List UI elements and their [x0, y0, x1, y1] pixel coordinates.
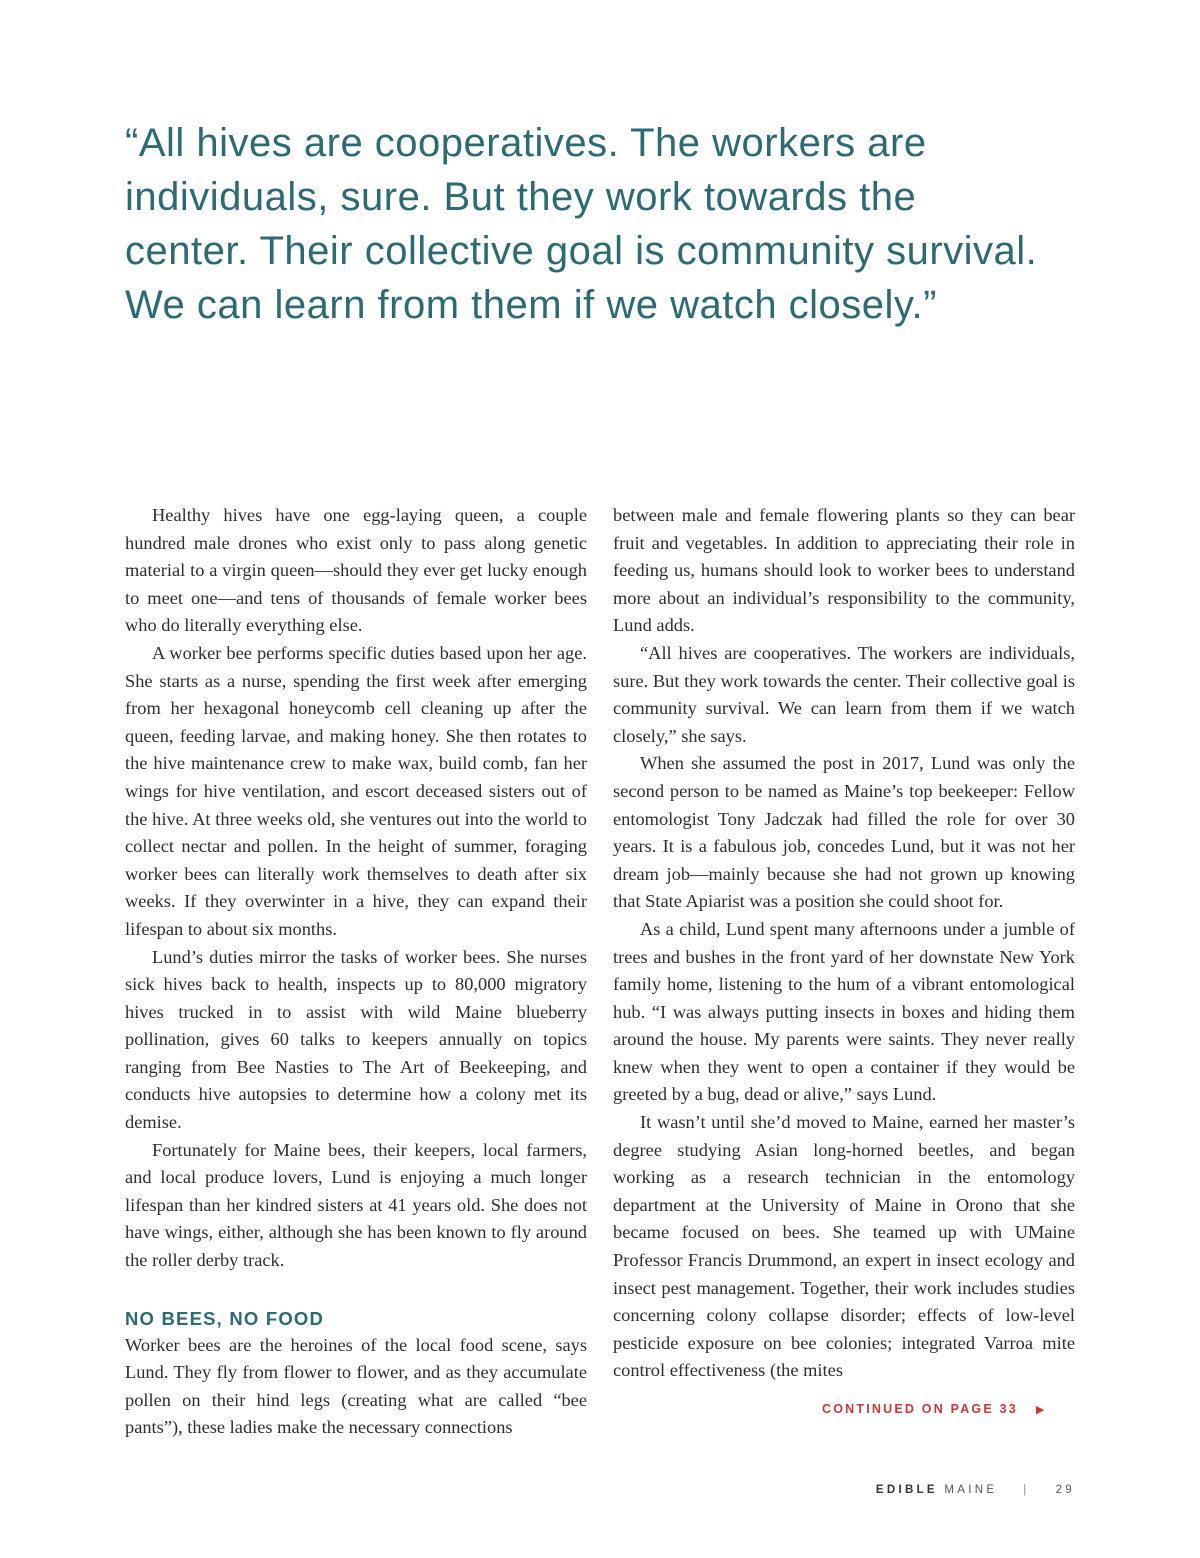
pull-quote-line: center. Their collective goal is community survival.	[125, 229, 1038, 273]
body-paragraph: As a child, Lund spent many afternoons under a jumble of trees and bushes in the front yard of her downstate New York family home, listening to the hum of a vibrant entomological hub. “I was always putting insects in boxes and hiding them around the house. My parents were saints. They never really knew when they went to open a container if they would be greeted by a bug, dead or alive,” says Lund.	[613, 918, 1075, 1105]
article-column-left	[125, 502, 587, 1442]
body-paragraph: It wasn’t until she’d moved to Maine, earned her master’s degree studying Asian long-horned beetles, and began working as a research technician in the entomology department at the University of Maine in Orono that she became focused on bees. She teamed up with UMaine Professor Francis Drummond, an expert in insect ecology and insect pest management. Together, their work includes studies concerning colony collapse disorder; effects of low-level pesticide exposure on bee colonies; integrated Varroa mite control effectiveness (the mites	[613, 1112, 1075, 1381]
body-paragraph: Fortunately for Maine bees, their keepers, local farmers, and local produce lovers, Lund is enjoying a much longer lifespan than her kindred sisters at 41 years old. She does not have wings, either, although she has been known to fly around the roller derby track.	[125, 1139, 587, 1271]
footer-brand-bold: EDIBLE	[875, 1484, 938, 1496]
section-heading: NO BEES, NO FOOD	[125, 1307, 325, 1329]
body-paragraph: Lund’s duties mirror the tasks of worker bees. She nurses sick hives back to health, inspects up to 80,000 migratory hives trucked in to assist with wild Maine blueberry pollination, gives 60 talks to keepers annually on topics ranging from Bee Nasties to The Art of Beekeeping, and conducts hive autopsies to determine how a colony met its demise.	[125, 946, 587, 1133]
footer-brand-light: MAINE	[944, 1484, 998, 1496]
body-paragraph: A worker bee performs specific duties based upon her age. She starts as a nurse, spending the first week after emerging from her hexagonal honeycomb cell cleaning up after the queen, feeding larvae, and making honey. She then rotates to the hive maintenance crew to make wax, build comb, fan her wings for hive ventilation, and escort deceased sisters out of the hive. At three weeks old, she ventures out into the world to collect nectar and pollen. In the height of summer, foraging worker bees can literally work themselves to death after six weeks. If they overwinter in a hive, they can expand their lifespan to about six months.	[125, 642, 587, 939]
body-paragraph: “All hives are cooperatives. The workers are individuals, sure. But they work towards the center. Their collective goal is community survival. We can learn from them if we watch closely,” she says.	[613, 642, 1075, 746]
footer-separator: |	[1023, 1484, 1030, 1496]
continued-label: CONTINUED ON PAGE 33	[822, 1402, 1018, 1416]
pull-quote-line: individuals, sure. But they work towards the	[125, 175, 917, 219]
page-footer	[876, 1484, 1075, 1496]
pull-quote-line: “All hives are cooperatives. The workers are	[125, 121, 927, 165]
pull-quote-line: We can learn from them if we watch closely.”	[125, 283, 937, 327]
body-paragraph-continued: between male and female flowering plants so they can bear fruit and vegetables. In addition to appreciating their role in feeding us, humans should look to worker bees to understand more about an individual’s responsibility to the community, Lund adds.	[613, 505, 1075, 636]
article-column-right	[613, 502, 1075, 1385]
body-paragraph: When she assumed the post in 2017, Lund was only the second person to be named as Maine’s top beekeeper: Fellow entomologist Tony Jadczak had filled the role for over 30 years. It is a fabulous job, concedes Lund, but it was not her dream job—mainly because she had not grown up knowing that State Apiarist was a position she could shoot for.	[613, 753, 1075, 912]
body-paragraph: Worker bees are the heroines of the local food scene, says Lund. They fly from flower to flower, and as they accumulate pollen on their hind legs (creating what are called “bee pants”), these ladies make the necessary connections	[125, 1334, 587, 1438]
continued-jump-line	[822, 1402, 1047, 1416]
page-number: 29	[1055, 1484, 1075, 1496]
body-paragraph: Healthy hives have one egg-laying queen, a couple hundred male drones who exist only to pass along genetic material to a virgin queen—should they ever get lucky enough to meet one—and tens of thousands of female worker bees who do literally everything else.	[125, 505, 587, 636]
triangle-right-icon: ▶	[1035, 1404, 1047, 1416]
pull-quote	[125, 116, 1085, 332]
